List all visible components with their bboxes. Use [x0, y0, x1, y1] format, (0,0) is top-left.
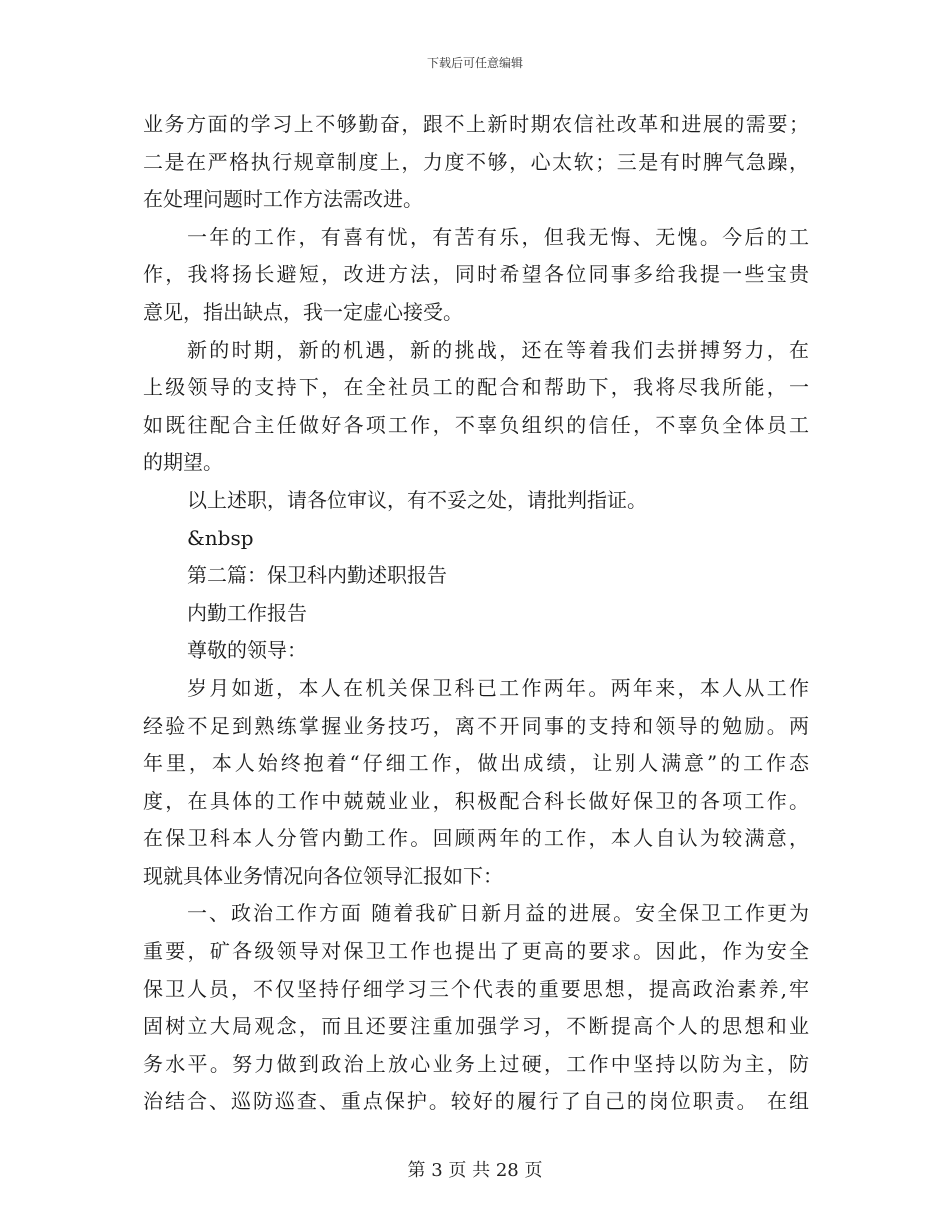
text-line: 一、政治工作方面 随着我矿日新月益的进展。安全保卫工作更为 [187, 901, 809, 926]
section-title: 第二篇：保卫科内勤述职报告 [187, 563, 447, 588]
download-note: 下载后可任意编辑 [426, 56, 523, 70]
text-line: 业务方面的学习上不够勤奋，跟不上新时期农信社改革和进展的需要； [143, 112, 809, 136]
text-line: 上级领导的支持下，在全社员工的配合和帮助下，我将尽我所能，一 [143, 375, 809, 400]
text-line: &nbsp [187, 525, 254, 550]
text-line: 意见，指出缺点，我一定虚心接受。 [143, 299, 463, 324]
text-line: 保卫人员，不仅坚持仔细学习三个代表的重要思想，提高政治素养,牢 [143, 976, 809, 1001]
text-line: 在保卫科本人分管内勤工作。回顾两年的工作，本人自认为较满意， [143, 826, 809, 851]
text-line: 如既往配合主任做好各项工作，不辜负组织的信任，不辜负全体员工 [143, 412, 809, 437]
text-line: 一年的工作，有喜有忧，有苦有乐，但我无悔、无愧。今后的工 [187, 224, 809, 249]
text-line: 的期望。 [143, 450, 223, 475]
report-title: 内勤工作报告 [187, 600, 307, 625]
text-line: 新的时期，新的机遇，新的挑战，还在等着我们去拼搏努力，在 [187, 337, 809, 362]
salutation: 尊敬的领导： [187, 638, 307, 663]
text-line: 度，在具体的工作中兢兢业业，积极配合科长做好保卫的各项工作。 [143, 788, 809, 813]
document-body [143, 106, 809, 1121]
text-line: 二是在严格执行规章制度上，力度不够，心太软；三是有时脾气急躁， [143, 149, 809, 174]
text-line: 现就具体业务情况向各位领导汇报如下： [143, 863, 503, 888]
text-line: 年里，本人始终抱着“仔细工作，做出成绩，让别人满意”的工作态 [143, 751, 809, 776]
text-line: 岁月如逝，本人在机关保卫科已工作两年。两年来，本人从工作 [187, 675, 809, 700]
text-line: 治结合、巡防巡查、重点保护。较好的履行了自己的岗位职责。 在组 [143, 1089, 809, 1114]
text-line: 务水平。努力做到政治上放心业务上过硬，工作中坚持以防为主，防 [143, 1051, 809, 1076]
text-line: 固树立大局观念，而且还要注重加强学习，不断提高个人的思想和业 [143, 1014, 809, 1039]
text-line: 以上述职，请各位审议，有不妥之处，请批判指证。 [187, 487, 647, 512]
text-line: 重要，矿各级领导对保卫工作也提出了更高的要求。因此，作为安全 [143, 939, 809, 964]
text-line: 经验不足到熟练掌握业务技巧，离不开同事的支持和领导的勉励。两 [143, 713, 809, 738]
text-line: 在处理问题时工作方法需改进。 [143, 187, 423, 212]
text-line: 作，我将扬长避短，改进方法，同时希望各位同事多给我提一些宝贵 [143, 262, 809, 287]
page-number: 第 3 页 共 28 页 [407, 1160, 543, 1181]
